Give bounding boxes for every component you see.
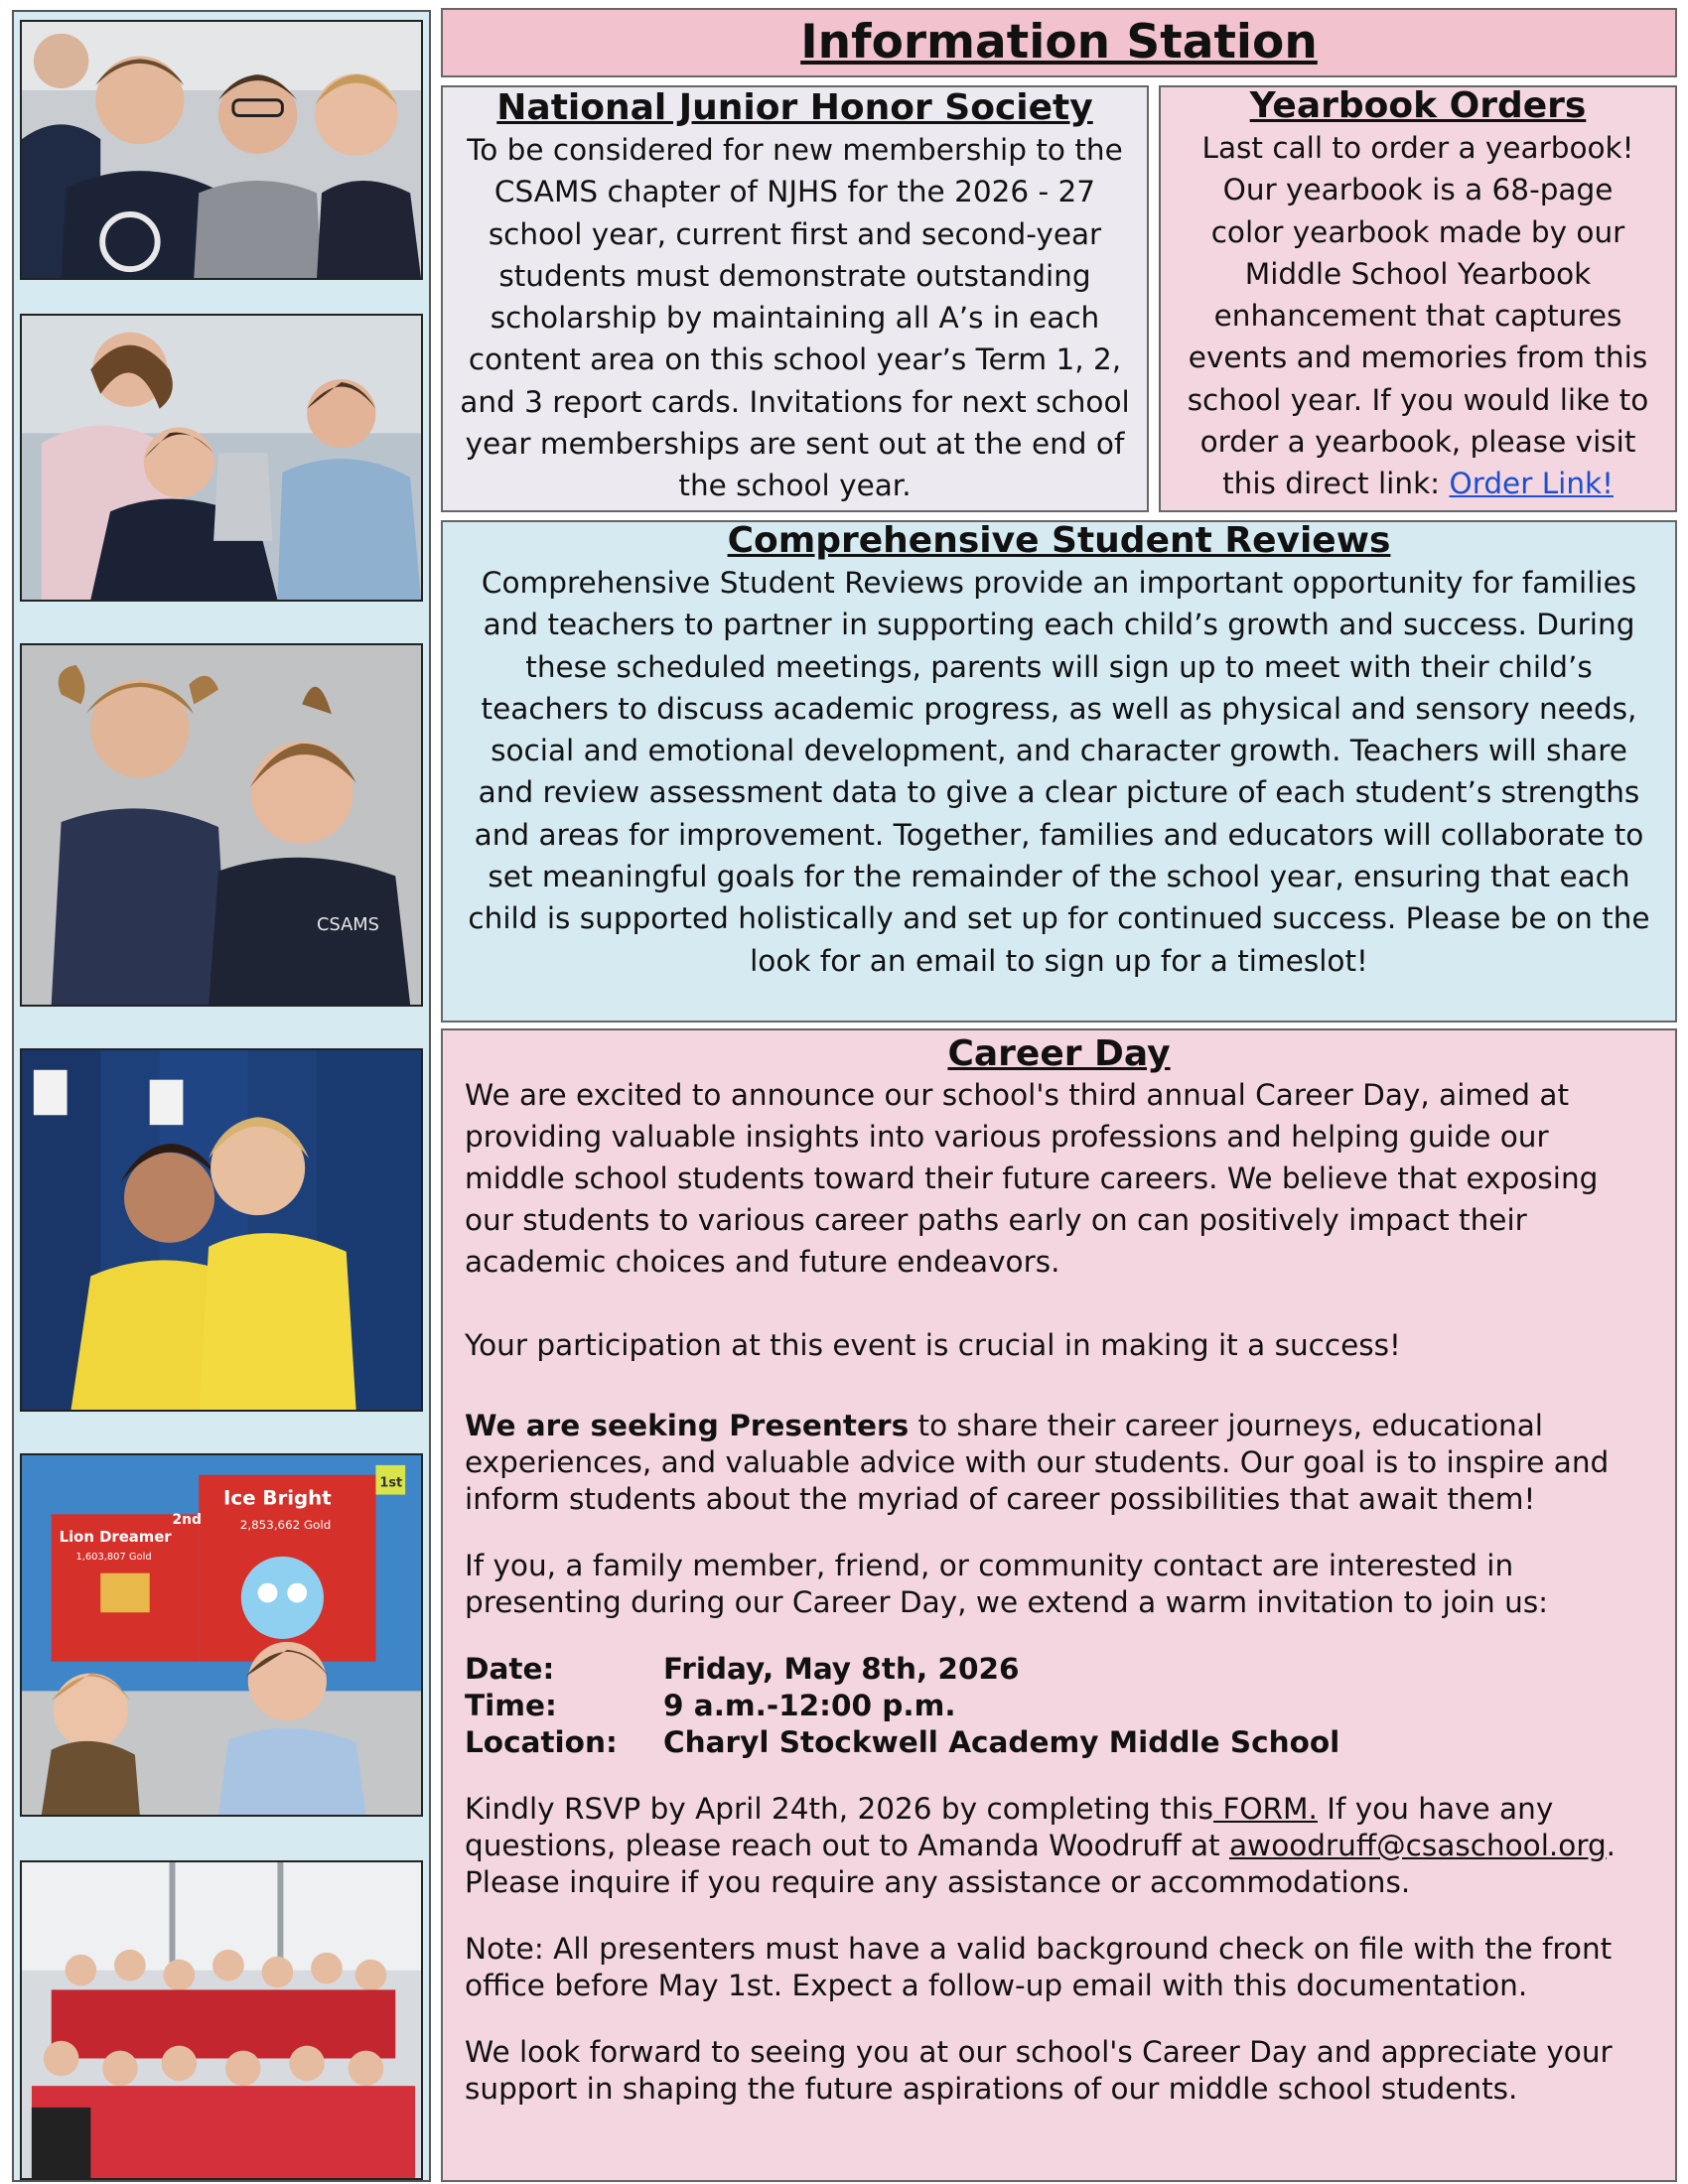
yearbook-heading: Yearbook Orders bbox=[1249, 85, 1587, 126]
rsvp-form-link[interactable]: FORM. bbox=[1212, 1792, 1318, 1826]
detail-row-time bbox=[465, 1688, 1653, 1724]
reviews-heading: Comprehensive Student Reviews bbox=[727, 520, 1391, 561]
yearbook-body-text: Last call to order a yearbook! Our yearbook is a 68-page color yearbook made by our Middle School Yearbook enhancement that captures events and memories from this school year. If you would like to order a yearbook, please visit this direct link: bbox=[1187, 131, 1649, 501]
yearbook-section bbox=[1159, 85, 1677, 512]
photo-students-yellow bbox=[20, 1048, 423, 1412]
career-invite: If you, a family member, friend, or community contact are interested in presenting during our Career Day, we extend a warm invitation to join us: bbox=[465, 1549, 1549, 1619]
career-intro: We are excited to announce our school's third annual Career Day, aimed at providing valuable insights into various professions and helping guide our middle school students toward their future careers. We believe that exposing our students to various career paths early on can positively impact their academic choices and future endeavors. bbox=[465, 1078, 1599, 1279]
career-details bbox=[465, 1651, 1653, 1761]
detail-label: Time: bbox=[465, 1689, 557, 1722]
detail-value: Charyl Stockwell Academy Middle School bbox=[663, 1725, 1340, 1759]
svg-text:CSAMS: CSAMS bbox=[317, 913, 379, 935]
page-header bbox=[441, 8, 1677, 77]
yearbook-body bbox=[1161, 127, 1675, 505]
page-title: Information Station bbox=[800, 15, 1318, 69]
board-left-name: Lion Dreamer bbox=[59, 1529, 172, 1547]
yearbook-order-link[interactable]: Order Link! bbox=[1449, 467, 1614, 501]
contact-email-link[interactable]: awoodruff@csaschool.org bbox=[1228, 1829, 1607, 1862]
detail-row-location bbox=[465, 1724, 1653, 1761]
career-seeking-text: to share their career journeys, educational experiences, and valuable advice with our students. Our goal is to inspire and inform students about the myriad of career possibilities that await them! bbox=[465, 1409, 1610, 1516]
career-note: Note: All presenters must have a valid background check on file with the front office before May 1st. Expect a follow-up email with this documentation. bbox=[465, 1932, 1613, 2002]
career-heading: Career Day bbox=[947, 1033, 1171, 1074]
njhs-heading: National Junior Honor Society bbox=[496, 87, 1093, 128]
njhs-body: To be considered for new membership to the CSAMS chapter of NJHS for the 2026 - 27 school year, current first and second-year students must demonstrate outstanding scholarship by maintaining all A’s in each content area on this school year’s Term 1, 2, and 3 report cards. Invitations for next school year memberships are sent out at the end of the school year. bbox=[460, 133, 1130, 503]
career-seeking-bold: We are seeking Presenters bbox=[465, 1409, 910, 1442]
photo-students-crazy-hair bbox=[20, 643, 423, 1007]
career-rsvp bbox=[465, 1791, 1653, 1901]
rsvp-text-post: . Please inquire if you require any assistance or accommodations. bbox=[465, 1829, 1617, 1899]
detail-value: 9 a.m.-12:00 p.m. bbox=[663, 1689, 956, 1722]
board-right-rank: 1st bbox=[379, 1475, 403, 1491]
board-left-rank: 2nd bbox=[172, 1512, 202, 1529]
detail-value: Friday, May 8th, 2026 bbox=[663, 1652, 1020, 1686]
detail-row-date bbox=[465, 1651, 1653, 1688]
photo-students-game-board bbox=[20, 1453, 423, 1817]
board-right-gold: 2,853,662 Gold bbox=[239, 1518, 332, 1533]
detail-label: Date: bbox=[465, 1652, 555, 1686]
rsvp-text: Kindly RSVP by April 24th, 2026 by completing this bbox=[465, 1792, 1213, 1826]
board-right-name: Ice Bright bbox=[222, 1486, 332, 1510]
reviews-body: Comprehensive Student Reviews provide an important opportunity for families and teachers to partner in supporting each child’s growth and success. During these scheduled meetings, parents will sign up to meet with their child’s teachers to discuss academic progress, as well as physical and sensory needs, social and emotional development, and character growth. Teachers will share and review assessment data to give a clear picture of each student’s strengths and areas for improvement. Together, families and educators will collaborate to set meaningful goals for the remainder of the school year, ensuring that each child is supported holistically and set up for continued success. Please be on the look for an email to sign up for a timeslot! bbox=[468, 566, 1650, 978]
board-left-gold: 1,603,807 Gold bbox=[75, 1551, 152, 1563]
career-participation: Your participation at this event is crucial in making it a success! bbox=[465, 1328, 1401, 1362]
reviews-section bbox=[441, 520, 1677, 1023]
career-seeking bbox=[465, 1408, 1653, 1518]
rsvp-text-mid: If you have any questions, please reach out to Amanda Woodruff at bbox=[465, 1792, 1554, 1862]
photo-students-red-group bbox=[20, 1860, 423, 2180]
photo-students-sentries bbox=[20, 20, 423, 280]
career-section bbox=[441, 1028, 1677, 2182]
photo-sidebar bbox=[12, 10, 431, 2182]
photo-students-floor bbox=[20, 314, 423, 602]
career-closing: We look forward to seeing you at our school's Career Day and appreciate your support in shaping the future aspirations of our middle school students. bbox=[465, 2035, 1613, 2106]
detail-label: Location: bbox=[465, 1725, 618, 1759]
njhs-section bbox=[441, 85, 1149, 512]
